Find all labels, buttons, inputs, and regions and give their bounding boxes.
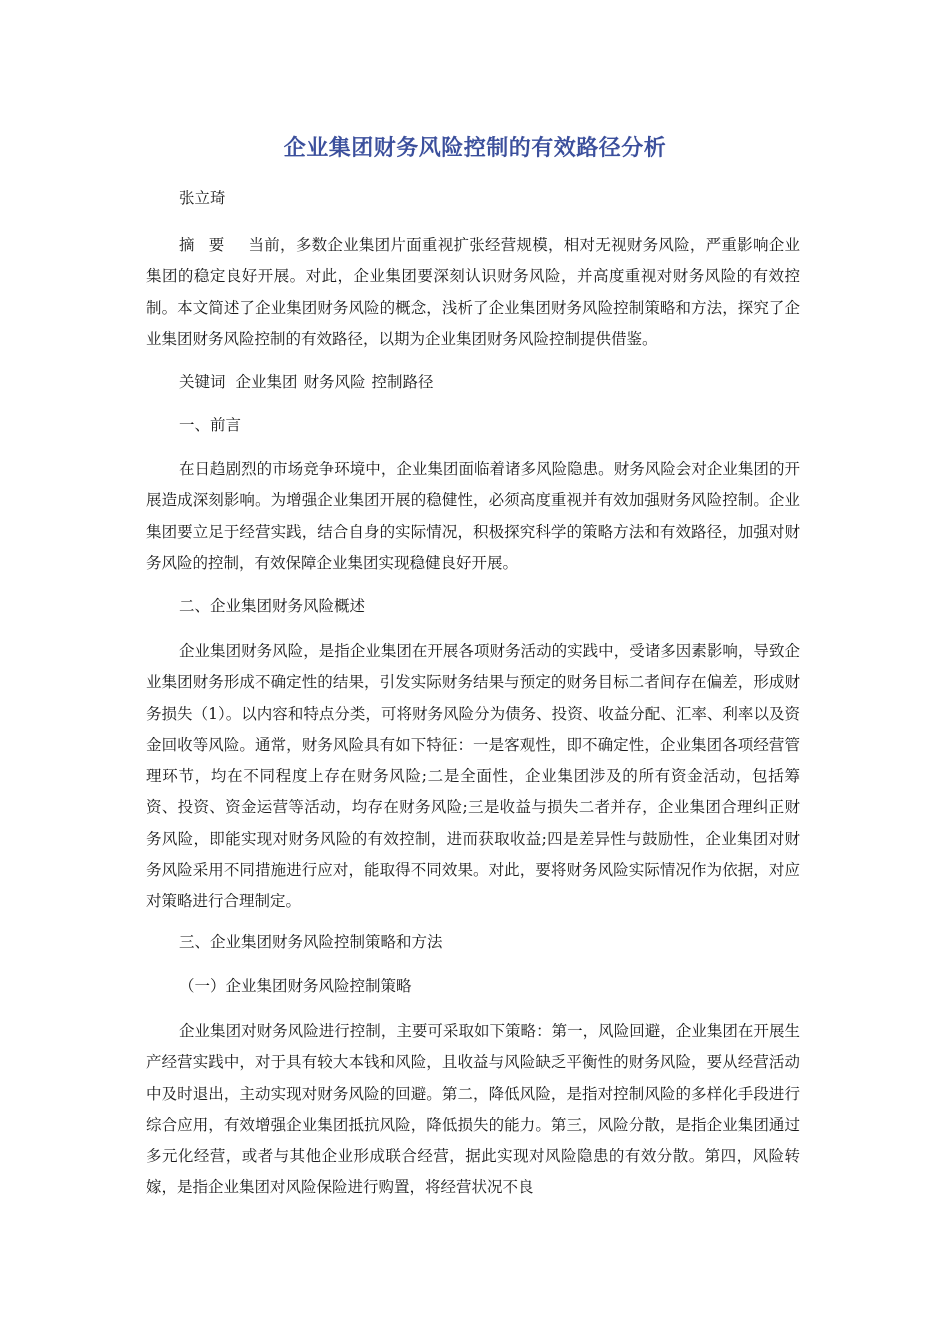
keyword-item: 财务风险 <box>303 373 366 391</box>
subsection-3-1-paragraph: 企业集团对财务风险进行控制，主要可采取如下策略：第一，风险回避，企业集团在开展生产经营实践中，对于具有较大本钱和风险，且收益与风险缺乏平衡性的财务风险，要从经营活动中及时退出，主动实现对财务风险的回避。第二，降低风险，是指对控制风险的多样化手段进行综合应用，有效增强企业集团抵抗风险，降低损失的能力。第三，风险分散，是指企业集团通过多元化经营，或者与其他企业形成联合经营，据此实现对风险隐患的有效分散。第四，风险转嫁，是指企业集团对风险保险进行购置，将经营状况不良 <box>146 1022 800 1197</box>
section-heading-3: 三、企业集团财务风险控制策略和方法 <box>179 933 443 951</box>
section-heading-1: 一、前言 <box>179 416 242 434</box>
abstract-paragraph <box>146 230 800 355</box>
abstract-text: 当前，多数企业集团片面重视扩张经营规模，相对无视财务风险，严重影响企业集团的稳定良好开展。对此，企业集团要深刻认识财务风险，并高度重视对财务风险的有效控制。本文简述了企业集团财务风险的概念，浅析了企业集团财务风险控制策略和方法，探究了企业集团财务风险控制的有效路径，以期为企业集团财务风险控制提供借鉴。 <box>146 236 800 348</box>
author-name: 张立琦 <box>179 189 226 207</box>
keyword-item: 控制路径 <box>371 373 434 391</box>
section-1-paragraph: 在日趋剧烈的市场竞争环境中，企业集团面临着诸多风险隐患。财务风险会对企业集团的开展造成深刻影响。为增强企业集团开展的稳健性，必须高度重视并有效加强财务风险控制。企业集团要立足于经营实践，结合自身的实际情况，积极探究科学的策略方法和有效路径，加强对财务风险的控制，有效保障企业集团实现稳健良好开展。 <box>146 460 800 572</box>
abstract-label: 摘要 <box>179 236 239 254</box>
keywords-line <box>179 370 440 394</box>
subsection-heading-3-1: （一）企业集团财务风险控制策略 <box>179 977 412 995</box>
keywords-label: 关键词 <box>179 373 226 391</box>
article-title: 企业集团财务风险控制的有效路径分析 <box>283 136 667 161</box>
keyword-item: 企业集团 <box>235 373 298 391</box>
section-heading-2: 二、企业集团财务风险概述 <box>179 597 366 615</box>
section-2-paragraph: 企业集团财务风险，是指企业集团在开展各项财务活动的实践中，受诸多因素影响，导致企业集团财务形成不确定性的结果，引发实际财务结果与预定的财务目标二者间存在偏差，形成财务损失（1）。以内容和特点分类，可将财务风险分为债务、投资、收益分配、汇率、利率以及资金回收等风险。通常，财务风险具有如下特征：一是客观性，即不确定性，企业集团各项经营管理环节，均在不同程度上存在财务风险;二是全面性，企业集团涉及的所有资金活动，包括筹资、投资、资金运营等活动，均存在财务风险;三是收益与损失二者并存，企业集团合理纠正财务风险，即能实现对财务风险的有效控制，进而获取收益;四是差异性与鼓励性，企业集团对财务风险采用不同措施进行应对，能取得不同效果。对此，要将财务风险实际情况作为依据，对应对策略进行合理制定。 <box>146 642 800 911</box>
